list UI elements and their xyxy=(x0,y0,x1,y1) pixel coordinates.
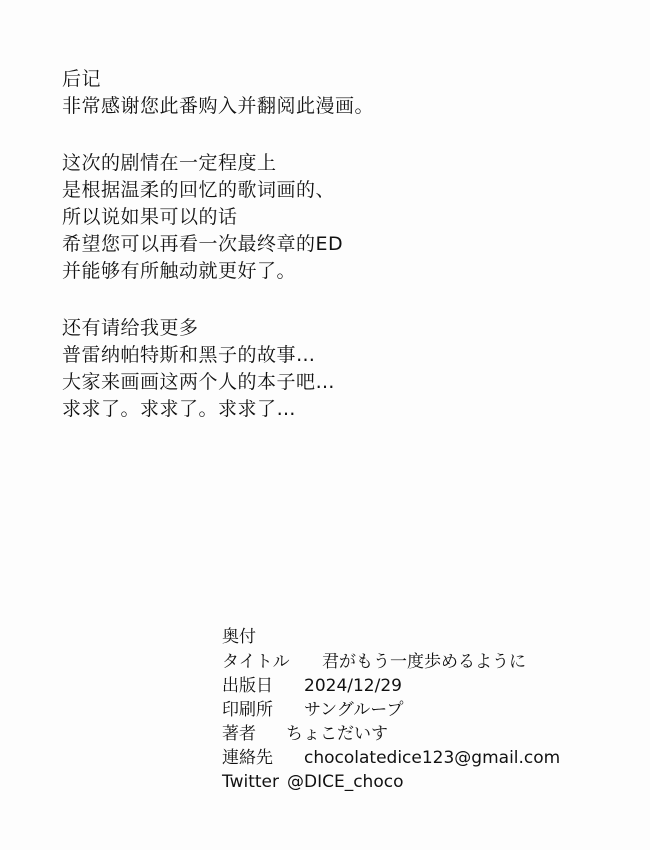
paragraph-gap xyxy=(62,285,622,315)
colophon-title: 奥付 xyxy=(222,627,256,647)
colophon-row-contact xyxy=(222,746,632,770)
afterword-line: 所以说如果可以的话 xyxy=(62,206,238,228)
afterword-line: 希望您可以再看一次最终章的ED xyxy=(62,233,344,255)
colophon-label: 印刷所 xyxy=(222,700,273,720)
afterword-line: 并能够有所触动就更好了。 xyxy=(62,260,297,282)
afterword-line: 是根据温柔的回忆的歌词画的、 xyxy=(62,179,336,201)
colophon-row-printer xyxy=(222,698,632,722)
colophon-label: 出版日 xyxy=(222,676,273,696)
colophon-row-title xyxy=(222,650,632,674)
paragraph-gap xyxy=(62,120,622,150)
colophon-row-twitter xyxy=(222,770,632,794)
afterword-section xyxy=(62,66,622,423)
colophon-value: ちょこだいす xyxy=(286,724,388,744)
afterword-line: 还有请给我更多 xyxy=(62,317,199,339)
colophon-row-date xyxy=(222,674,632,698)
afterword-line: 普雷纳帕特斯和黑子的故事… xyxy=(62,344,316,366)
colophon-value: サングループ xyxy=(304,700,404,720)
afterword-heading: 后记 xyxy=(62,68,102,90)
afterword-line: 大家来画画这两个人的本子吧… xyxy=(62,371,336,393)
contact-email: chocolatedice123@gmail.com xyxy=(304,748,561,768)
afterword-line: 非常感谢您此番购入并翻阅此漫画。 xyxy=(62,95,375,117)
colophon-value: 2024/12/29 xyxy=(304,676,402,696)
colophon-label: Twitter xyxy=(222,772,279,792)
colophon-label: タイトル xyxy=(222,652,290,672)
afterword-line: 求求了。求求了。求求了… xyxy=(62,398,297,420)
twitter-handle: @DICE_choco xyxy=(286,772,404,792)
colophon-label: 著者 xyxy=(222,724,256,744)
colophon-row-author xyxy=(222,722,632,746)
colophon-section xyxy=(222,624,632,794)
colophon-value: 君がもう一度歩めるように xyxy=(322,652,526,672)
colophon-label: 連絡先 xyxy=(222,748,273,768)
afterword-line: 这次的剧情在一定程度上 xyxy=(62,152,277,174)
